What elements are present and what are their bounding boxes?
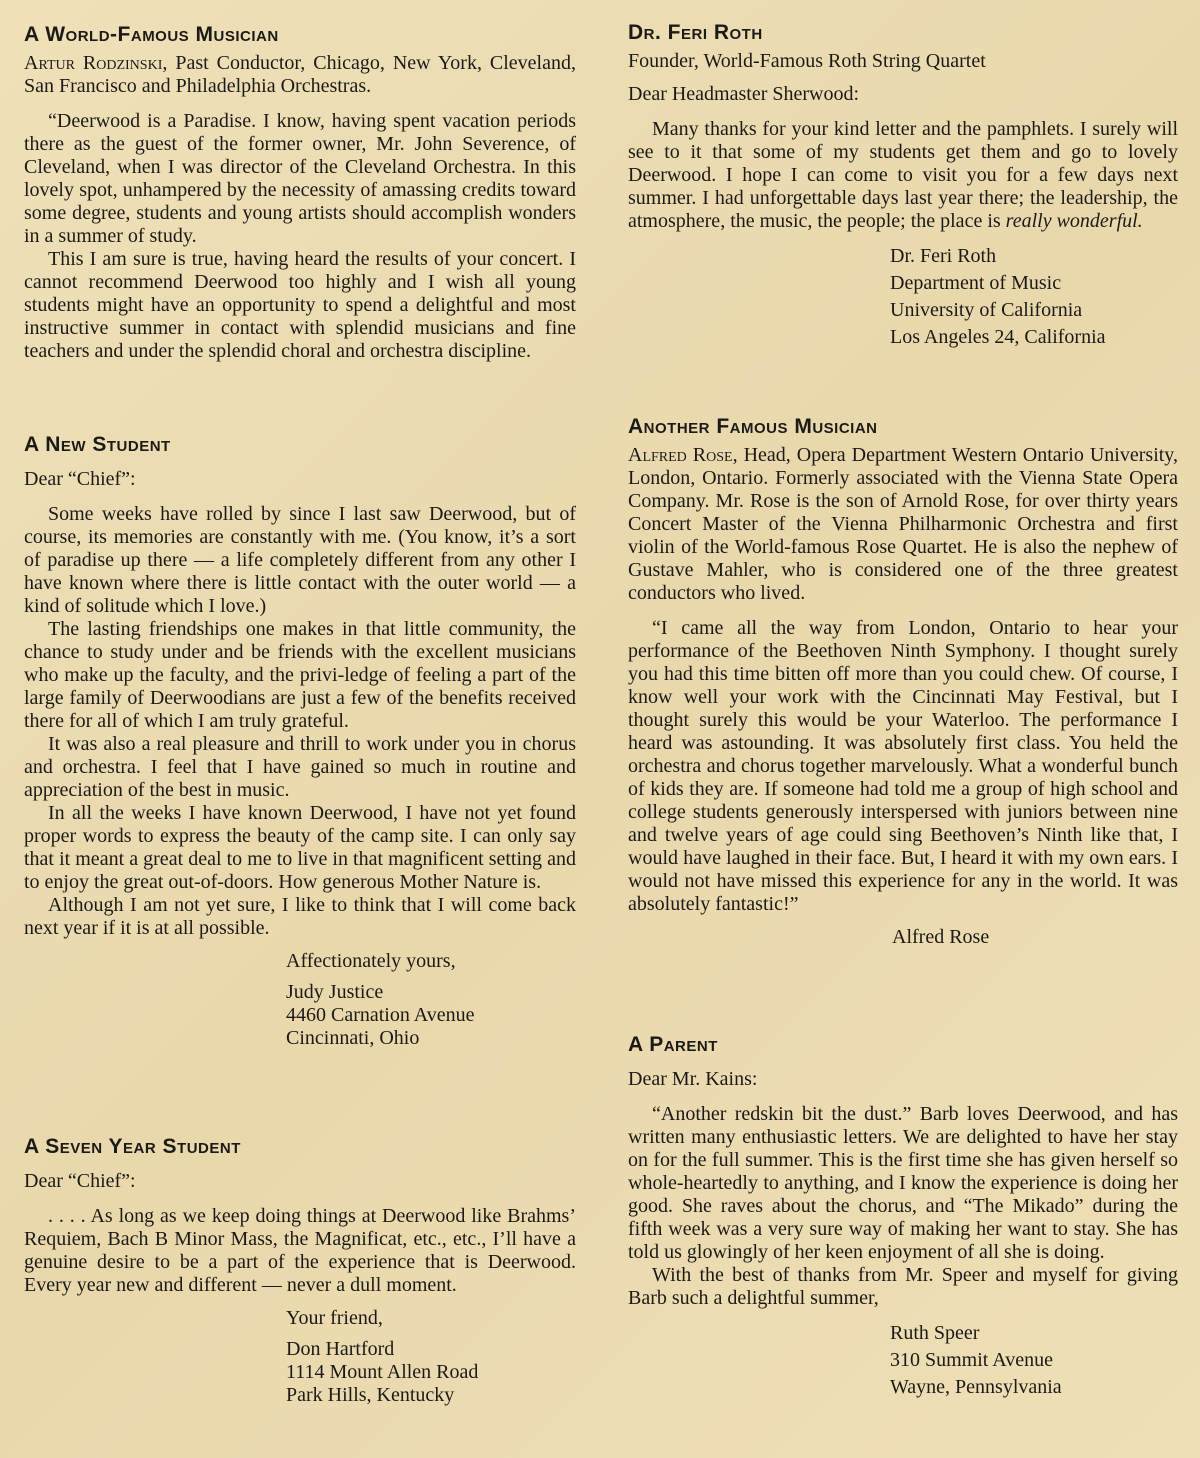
section-heading: Another Famous Musician (628, 415, 878, 438)
signature-block (890, 243, 1178, 351)
intro-name: Alfred Rose (628, 444, 733, 466)
signature-block (286, 950, 576, 1050)
paragraph: “I came all the way from London, Ontario to hear your performance of the Beethoven Ninth Symphony. I thought surely you had this time bitten off more than you could chew. Of course, I know well your work with the Cincinnati May Festival, but I thought surely this would be your Waterloo. The performance I heard was astounding. It was absolutely first class. You held the orchestra and chorus together marvelously. What a wonderful bunch of kids they are. If someone had told me a group of high school and college students generously interspersed with juniors between nine and twelve years of age could sing Beethoven’s Ninth like that, I would have laughed in their face. But, I heard it with my own ears. I would not have missed this experience for any in the world. It was absolutely fantastic!” (628, 617, 1178, 915)
section-heading: Dr. Feri Roth (628, 21, 763, 44)
salutation: Dear “Chief”: (24, 468, 136, 490)
section-new-student (24, 432, 576, 1050)
paragraph-emphasis: really wonderful. (1005, 210, 1143, 232)
paragraph (628, 118, 1178, 233)
section-heading: A World-Famous Musician (24, 23, 279, 46)
section-heading: A Seven Year Student (24, 1135, 241, 1158)
signature-name: Don Hartford (286, 1338, 395, 1360)
signature-address: Wayne, Pennsylvania (890, 1376, 1062, 1398)
section-heading: A Parent (628, 1033, 718, 1056)
signature-block (286, 1307, 576, 1407)
signature-block (890, 1320, 1178, 1401)
section-seven-year-student (24, 1134, 576, 1407)
salutation: Dear “Chief”: (24, 1170, 136, 1192)
paragraph: With the best of thanks from Mr. Speer and myself for giving Barb such a delightful summer, (628, 1264, 1178, 1309)
signature-address: 1114 Mount Allen Road (286, 1361, 479, 1383)
section-intro (24, 52, 576, 98)
section-intro (628, 444, 1178, 605)
paragraph: Some weeks have rolled by since I last saw Deerwood, but of course, its memories are constantly with me. (You know, it’s a sort of paradise up there — a life completely different from any other I have known where there is little contact with the outer world — a kind of solitude which I love.) (24, 503, 576, 617)
section-world-famous-musician (24, 22, 576, 363)
paragraph: It was also a real pleasure and thrill to work under you in chorus and orchestra. I feel that I have gained so much in routine and appreciation of the best in music. (24, 733, 576, 801)
intro-name: Artur Rodzinski (24, 52, 163, 74)
paragraph-text: Many thanks for your kind letter and the pamphlets. I surely will see to it that some of my students get them and go to lovely Deerwood. I hope I can come to visit you for a few days next summer. I had unforgettable days last year there; the leadership, the atmosphere, the music, the people; the place is (628, 118, 1178, 232)
paragraph: “Another redskin bit the dust.” Barb loves Deerwood, and has written many enthusiastic letters. We are delighted to have her stay on for the full summer. This is the first time she has given herself so whole-heartedly to anything, and I know the experience is doing her good. She raves about the chorus, and “The Mikado” during the fifth week was a very sure way of making her want to stay. She has told us glowingly of her keen enjoyment of all she is doing. (628, 1103, 1178, 1263)
section-parent (628, 1032, 1178, 1401)
paragraph: The lasting friendships one makes in that little community, the chance to study under and be friends with the excellent musicians who make up the faculty, and the privi-ledge of feeling a part of the large family of Deerwoodians are just a few of the benefits received there for all of which I am truly grateful. (24, 618, 576, 732)
section-intro: Founder, World-Famous Roth String Quartet (628, 50, 986, 72)
paragraph: “Deerwood is a Paradise. I know, having spent vacation periods there as the guest of the former owner, Mr. John Severence, of Cleveland, when I was director of the Cleveland Orchestra. In this lovely spot, unhampered by the necessity of amassing credits toward some degree, students and young artists should accomplish wonders in a summer of study. (24, 110, 576, 247)
signature-address: Park Hills, Kentucky (286, 1384, 455, 1406)
salutation: Dear Mr. Kains: (628, 1068, 758, 1090)
signature-address: Cincinnati, Ohio (286, 1027, 420, 1049)
signature-name: Dr. Feri Roth (890, 245, 997, 267)
section-another-famous-musician (628, 414, 1178, 949)
signature-name: Judy Justice (286, 981, 384, 1003)
paragraph: In all the weeks I have known Deerwood, I have not yet found proper words to express the beauty of the camp site. I can only say that it meant a great deal to me to live in that magnificent setting and to enjoy the great out-of-doors. How generous Mother Nature is. (24, 802, 576, 893)
signature-name: Alfred Rose (892, 926, 990, 948)
signature-address: 310 Summit Avenue (890, 1349, 1053, 1371)
signature-address: University of California (890, 299, 1083, 321)
closing: Your friend, (286, 1307, 383, 1329)
section-heading: A New Student (24, 433, 171, 456)
signature-address: Department of Music (890, 272, 1062, 294)
salutation: Dear Headmaster Sherwood: (628, 83, 860, 105)
section-feri-roth (628, 20, 1178, 351)
closing: Affectionately yours, (286, 950, 456, 972)
paragraph: . . . . As long as we keep doing things at Deerwood like Brahms’ Requiem, Bach B Minor Mass, the Magnificat, etc., etc., I’ll have a genuine desire to be a part of the experience that is Deerwood. Every year new and different — never a dull moment. (24, 1205, 576, 1296)
intro-text: , Past Conductor, Chicago, New York, Cleveland, San Francisco and Philadelphia Orchestras. (24, 52, 576, 97)
signature-block (892, 926, 1178, 949)
intro-text: , Head, Opera Department Western Ontario University, London, Ontario. Formerly associated with the Vienna State Opera Company. Mr. Rose is the son of Arnold Rose, for over thirty years Concert Master of the Vienna Philharmonic Orchestra and first violin of the World-famous Rose Quartet. He is also the nephew of Gustave Mahler, who is considered one of the three greatest conductors who lived. (628, 444, 1179, 604)
paragraph: Although I am not yet sure, I like to think that I will come back next year if it is at all possible. (24, 894, 576, 939)
paragraph: This I am sure is true, having heard the results of your concert. I cannot recommend Deerwood too highly and I wish all young students might have an opportunity to spend a delightful and most instructive summer in contact with splendid musicians and fine teachers and under the splendid choral and orchestra discipline. (24, 248, 576, 362)
signature-address: 4460 Carnation Avenue (286, 1004, 475, 1026)
signature-address: Los Angeles 24, California (890, 326, 1106, 348)
signature-name: Ruth Speer (890, 1322, 980, 1344)
